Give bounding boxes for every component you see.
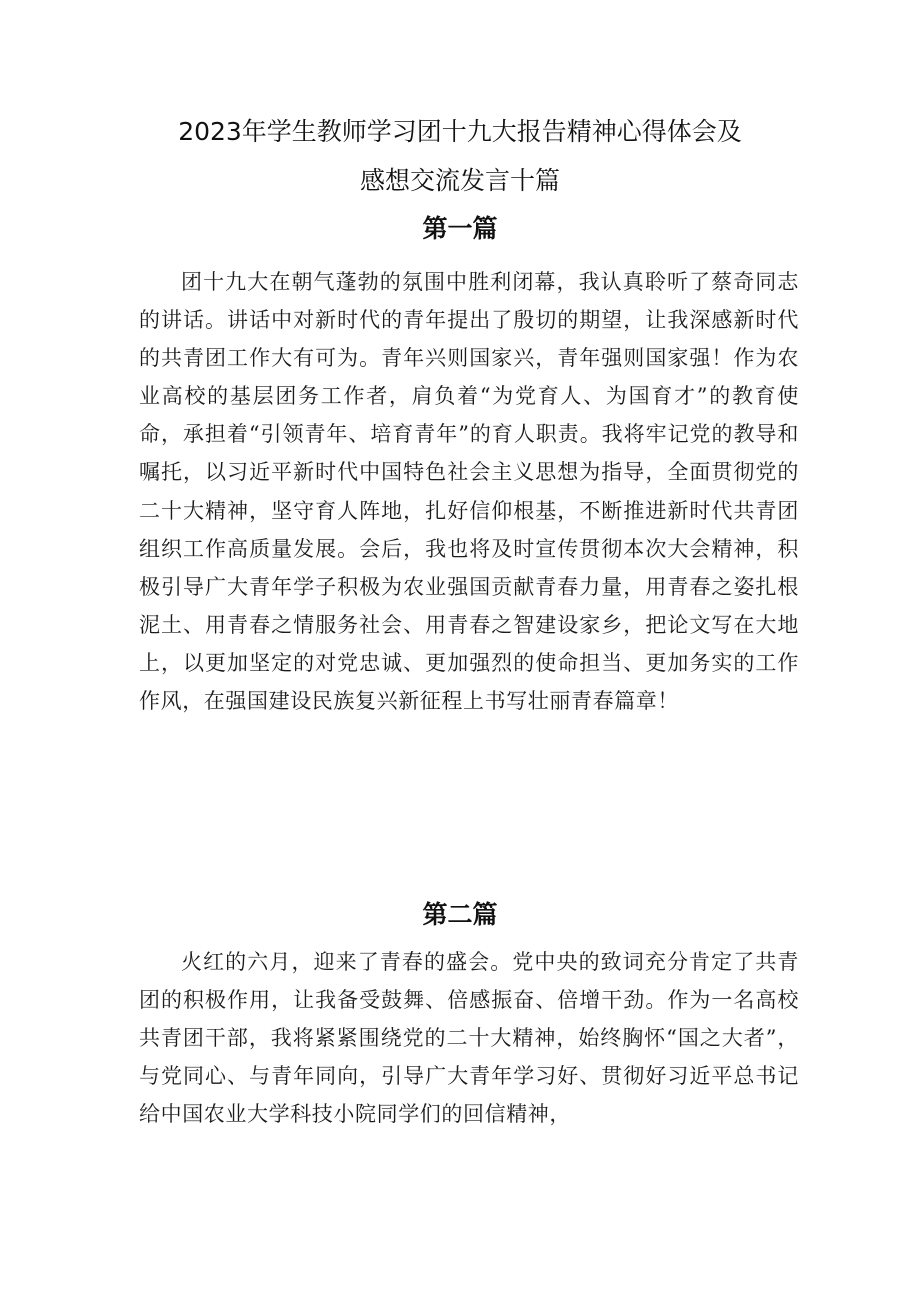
document-title-line-1: 2023年学生教师学习团十九大报告精神心得体会及: [178, 117, 742, 146]
document-title-line-2: 感想交流发言十篇: [359, 166, 560, 195]
section-paragraph-2: 火红的六月，迎来了青春的盛会。党中央的致词充分肯定了共青团的积极作用，让我备受鼓舞、倍感振奋、倍增干劲。作为一名高校共青团干部，我将紧紧围绕党的二十大精神，始终胸怀“国之大者”，与党同心、与青年同向，引导广大青年学习好、贯彻好习近平总书记给中国农业大学科技小院同学们的回信精神，: [139, 950, 799, 1127]
section-paragraph-1: 团十九大在朝气蓬勃的氛围中胜利闭幕，我认真聆听了蔡奇同志的讲话。讲话中对新时代的青年提出了殷切的期望，让我深感新时代的共青团工作大有可为。青年兴则国家兴，青年强则国家强！作为农业高校的基层团务工作者，肩负着“为党育人、为国育才”的教育使命，承担着“引领青年、培育青年”的育人职责。我将牢记党的教导和嘱托，以习近平新时代中国特色社会主义思想为指导，全面贯彻党的二十大精神，坚守育人阵地，扎好信仰根基，不断推进新时代共青团组织工作高质量发展。会后，我也将及时宣传贯彻本次大会精神，积极引导广大青年学子积极为农业强国贡献青春力量，用青春之姿扎根泥土、用青春之情服务社会、用青春之智建设家乡，把论文写在大地上，以更加坚定的对党忠诚、更加强烈的使命担当、更加务实的工作作风，在强国建设民族复兴新征程上书写壮丽青春篇章！: [139, 270, 799, 714]
section-heading-1: 第一篇: [422, 214, 498, 243]
section-heading-2: 第二篇: [422, 900, 498, 929]
